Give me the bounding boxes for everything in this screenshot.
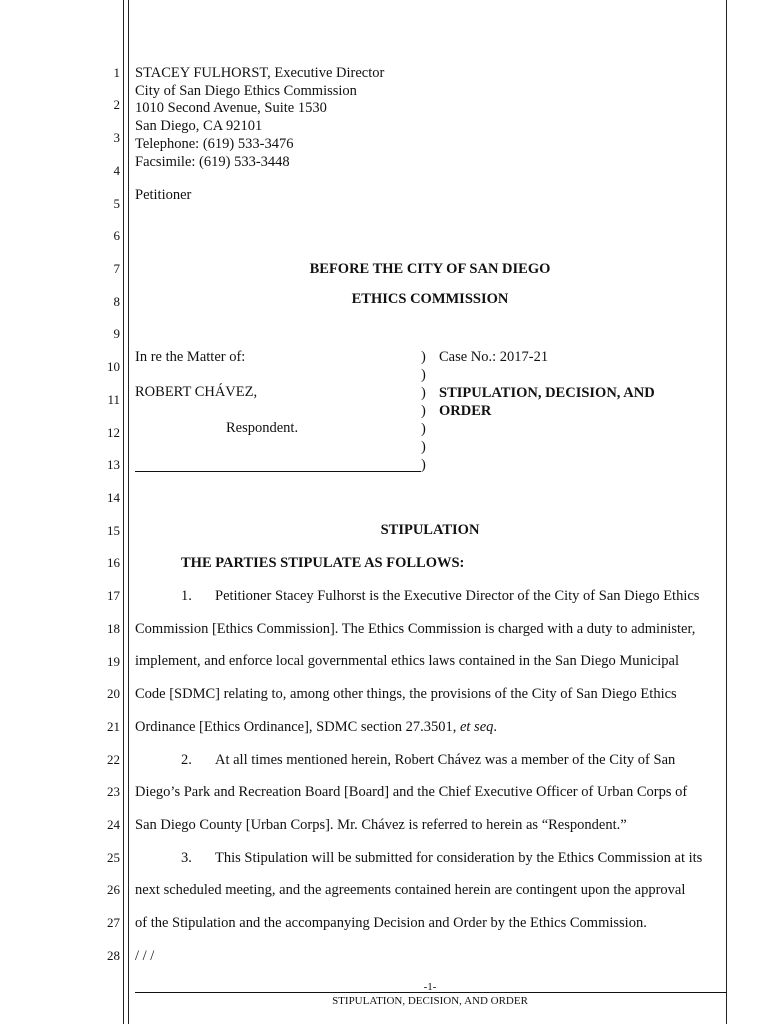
line-number: 10	[107, 359, 120, 374]
line-number: 23	[107, 784, 120, 799]
case-number: Case No.: 2017-21	[439, 349, 549, 365]
italic-citation: et seq	[459, 719, 494, 735]
document-title-line-2: ORDER	[439, 403, 492, 419]
paragraph-line: implement, and enforce local governmental ethics laws contained in the San Diego Municipal	[135, 653, 679, 669]
line-number: 4	[113, 163, 120, 178]
line-number: 7	[113, 261, 120, 276]
caption-paren: )	[421, 439, 426, 455]
petitioner-org: City of San Diego Ethics Commission	[135, 83, 357, 99]
paragraph-line: Commission [Ethics Commission]. The Ethics Commission is charged with a duty to administer,	[135, 621, 696, 637]
caption-underline	[135, 471, 421, 472]
line-number: 14	[107, 490, 120, 505]
stipulation-intro: THE PARTIES STIPULATE AS FOLLOWS:	[181, 555, 465, 571]
line-number: 16	[107, 555, 120, 570]
petitioner-name-title: STACEY FULHORST, Executive Director	[135, 65, 385, 81]
matter-label: In re the Matter of:	[135, 349, 246, 365]
paragraph-number: 1.	[181, 588, 192, 604]
paragraph-line: of the Stipulation and the accompanying Decision and Order by the Ethics Commission.	[135, 915, 647, 931]
paragraph-line: At all times mentioned herein, Robert Chávez was a member of the City of San	[215, 752, 676, 768]
line-number: 8	[113, 294, 120, 309]
caption-paren: )	[421, 403, 426, 419]
address-line-2: San Diego, CA 92101	[135, 118, 263, 134]
caption-paren: )	[421, 349, 426, 365]
line-number: 20	[107, 686, 120, 701]
line-number: 28	[107, 948, 120, 963]
document-title-line-1: STIPULATION, DECISION, AND	[439, 385, 655, 401]
line-number: 21	[107, 719, 120, 734]
paragraph-text: Ordinance [Ethics Ordinance], SDMC section 27.3501,	[135, 719, 460, 735]
left-margin-rule-2	[128, 0, 129, 1024]
paragraph-line: San Diego County [Urban Corps]. Mr. Chávez is referred to herein as “Respondent.”	[135, 817, 627, 833]
line-number: 1	[113, 65, 120, 80]
paragraph-text: .	[493, 719, 498, 735]
petitioner-role: Petitioner	[135, 187, 192, 203]
respondent-name: ROBERT CHÁVEZ,	[135, 384, 258, 400]
caption-paren: )	[421, 457, 426, 473]
caption-paren: )	[421, 385, 426, 401]
line-number: 19	[107, 654, 120, 669]
court-title-line-1: BEFORE THE CITY OF SAN DIEGO	[309, 261, 551, 277]
paragraph-number: 2.	[181, 752, 192, 768]
caption-paren: )	[421, 421, 426, 437]
line-number: 26	[107, 882, 120, 897]
right-margin-rule	[726, 0, 727, 1024]
telephone: Telephone: (619) 533-3476	[135, 136, 294, 152]
footer-title: STIPULATION, DECISION, AND ORDER	[332, 995, 528, 1007]
paragraph-line: This Stipulation will be submitted for consideration by the Ethics Commission at its	[215, 850, 703, 866]
line-number: 5	[113, 196, 120, 211]
paragraph-line: Petitioner Stacey Fulhorst is the Executive Director of the City of San Diego Ethics	[215, 588, 700, 604]
line-number: 6	[113, 228, 120, 243]
line-number: 11	[107, 392, 120, 407]
left-margin-rule-1	[123, 0, 124, 1024]
line-number: 9	[113, 326, 120, 341]
line-number: 17	[107, 588, 120, 603]
line-number: 25	[107, 850, 120, 865]
facsimile: Facsimile: (619) 533-3448	[135, 154, 290, 170]
line-number: 13	[107, 457, 120, 472]
caption-paren: )	[421, 367, 426, 383]
line-number: 2	[113, 97, 120, 112]
line-number: 18	[107, 621, 120, 636]
paragraph-line	[135, 718, 497, 736]
line-number: 22	[107, 752, 120, 767]
section-heading: STIPULATION	[380, 522, 480, 538]
paragraph-line: Diego’s Park and Recreation Board [Board] and the Chief Executive Officer of Urban Corps of	[135, 784, 688, 800]
line-number: 24	[107, 817, 120, 832]
paragraph-number: 3.	[181, 850, 192, 866]
respondent-label: Respondent.	[226, 420, 299, 436]
line-number: 12	[107, 425, 120, 440]
line-number: 27	[107, 915, 120, 930]
footer-rule	[135, 992, 727, 993]
paragraph-line: Code [SDMC] relating to, among other things, the provisions of the City of San Diego Ethics	[135, 686, 677, 702]
page-number: -1-	[423, 981, 437, 993]
paragraph-line: next scheduled meeting, and the agreements contained herein are contingent upon the approval	[135, 882, 686, 898]
address-line-1: 1010 Second Avenue, Suite 1530	[135, 100, 327, 116]
line-number: 15	[107, 523, 120, 538]
line-number: 3	[113, 130, 120, 145]
continuation-marker: / / /	[135, 948, 155, 964]
court-title-line-2: ETHICS COMMISSION	[351, 291, 509, 307]
